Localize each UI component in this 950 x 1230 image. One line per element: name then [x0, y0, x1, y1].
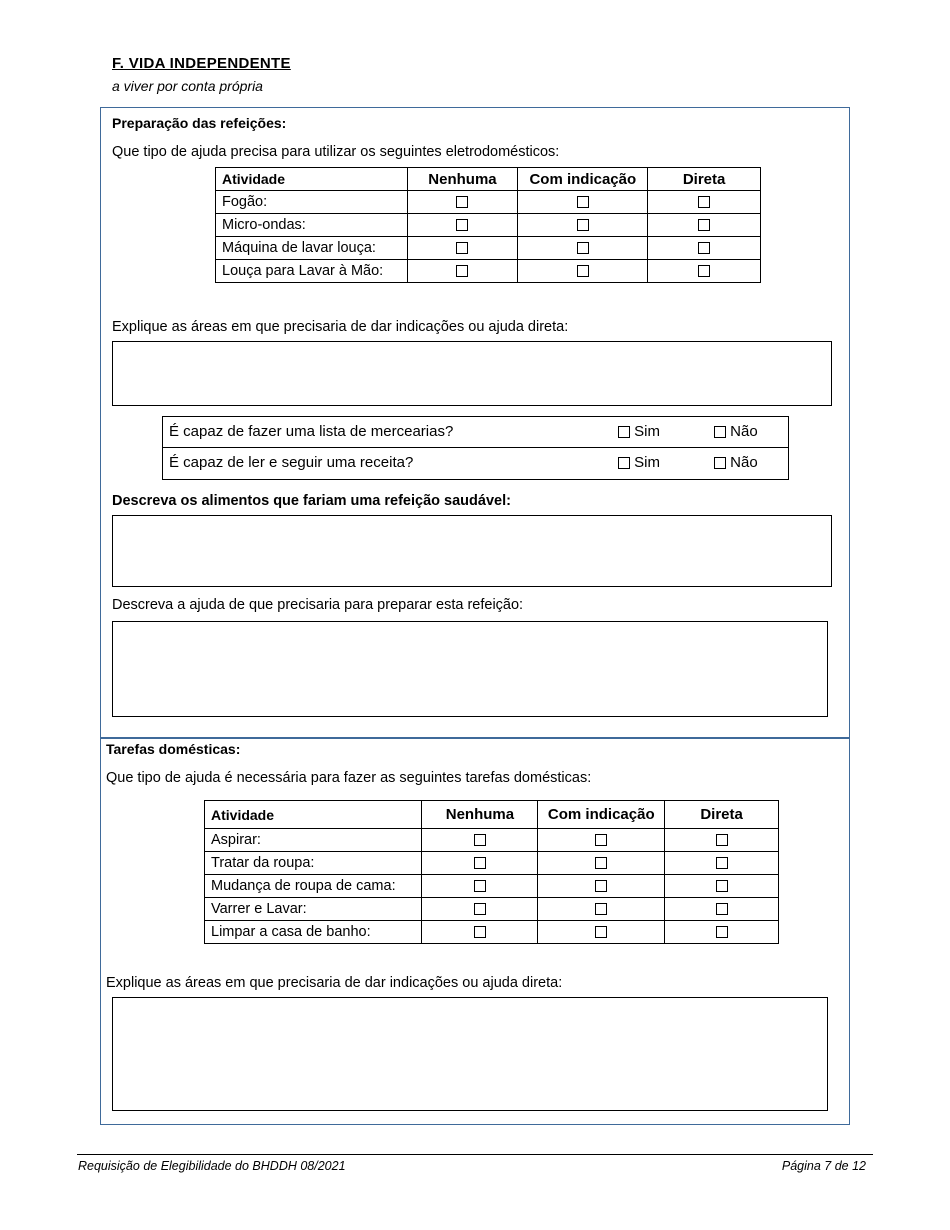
recipe-question: É capaz de ler e seguir uma receita? — [169, 454, 414, 471]
activity-label: Máquina de lavar louça: — [216, 237, 408, 260]
checkbox-none[interactable] — [456, 265, 468, 277]
checkbox-none[interactable] — [474, 903, 486, 915]
section-title: F. VIDA INDEPENDENTE — [112, 55, 291, 72]
table-row — [205, 921, 779, 944]
checkbox-prompt[interactable] — [577, 196, 589, 208]
table-header-row — [216, 168, 761, 191]
checkbox-direct[interactable] — [716, 880, 728, 892]
table-row — [205, 829, 779, 852]
column-header: Nenhuma — [422, 801, 538, 829]
checkbox-none[interactable] — [456, 196, 468, 208]
chores-explain-label: Explique as áreas em que precisaria de dar indicações ou ajuda direta: — [106, 975, 563, 991]
checkbox-yes[interactable] — [618, 457, 630, 469]
meal-prep-question: Que tipo de ajuda precisa para utilizar os seguintes eletrodomésticos: — [112, 144, 560, 160]
column-header: Atividade — [205, 801, 422, 829]
checkbox-prompt[interactable] — [595, 857, 607, 869]
footer-page-number: Página 7 de 12 — [781, 1159, 866, 1173]
checkbox-no[interactable] — [714, 426, 726, 438]
checkbox-direct[interactable] — [716, 857, 728, 869]
chores-heading: Tarefas domésticas: — [106, 741, 241, 757]
activity-label: Louça para Lavar à Mão: — [216, 260, 408, 283]
meal-prep-explain-field[interactable] — [112, 341, 832, 406]
column-header: Atividade — [216, 168, 408, 191]
table-row — [216, 214, 761, 237]
yes-label: Sim — [634, 454, 661, 471]
activity-label: Tratar da roupa: — [205, 852, 422, 875]
meal-prep-explain-label: Explique as áreas em que precisaria de dar indicações ou ajuda direta: — [112, 319, 569, 335]
chores-explain-field[interactable] — [112, 997, 828, 1111]
checkbox-none[interactable] — [456, 242, 468, 254]
activity-label: Mudança de roupa de cama: — [205, 875, 422, 898]
appliances-table — [215, 167, 761, 283]
checkbox-none[interactable] — [474, 880, 486, 892]
table-row — [216, 237, 761, 260]
activity-label: Micro-ondas: — [216, 214, 408, 237]
healthy-meal-label: Descreva os alimentos que fariam uma refeição saudável: — [112, 493, 511, 509]
meal-help-label: Descreva a ajuda de que precisaria para preparar esta refeição: — [112, 597, 524, 613]
table-row — [216, 191, 761, 214]
grocery-list-row — [163, 417, 788, 448]
grocery-list-yes[interactable] — [618, 423, 660, 440]
checkbox-direct[interactable] — [698, 242, 710, 254]
checkbox-prompt[interactable] — [595, 926, 607, 938]
checkbox-no[interactable] — [714, 457, 726, 469]
checkbox-prompt[interactable] — [577, 265, 589, 277]
checkbox-direct[interactable] — [716, 834, 728, 846]
chores-table — [204, 800, 779, 944]
activity-label: Limpar a casa de banho: — [205, 921, 422, 944]
checkbox-prompt[interactable] — [595, 834, 607, 846]
checkbox-direct[interactable] — [716, 903, 728, 915]
checkbox-none[interactable] — [456, 219, 468, 231]
section-subtitle: a viver por conta própria — [112, 78, 263, 94]
checkbox-none[interactable] — [474, 834, 486, 846]
no-label: Não — [730, 454, 758, 471]
recipe-yes[interactable] — [618, 454, 660, 471]
healthy-meal-field[interactable] — [112, 515, 832, 587]
checkbox-direct[interactable] — [698, 219, 710, 231]
checkbox-prompt[interactable] — [595, 880, 607, 892]
activity-label: Varrer e Lavar: — [205, 898, 422, 921]
checkbox-direct[interactable] — [698, 196, 710, 208]
activity-label: Aspirar: — [205, 829, 422, 852]
checkbox-none[interactable] — [474, 857, 486, 869]
chores-question: Que tipo de ajuda é necessária para fazer as seguintes tarefas domésticas: — [106, 770, 592, 786]
activity-label: Fogão: — [216, 191, 408, 214]
table-row — [216, 260, 761, 283]
checkbox-prompt[interactable] — [577, 242, 589, 254]
checkbox-direct[interactable] — [698, 265, 710, 277]
checkbox-none[interactable] — [474, 926, 486, 938]
yes-no-questions — [162, 416, 789, 480]
column-header: Direta — [648, 168, 761, 191]
no-label: Não — [730, 423, 758, 440]
checkbox-prompt[interactable] — [595, 903, 607, 915]
table-row — [205, 875, 779, 898]
recipe-row — [163, 448, 788, 479]
column-header: Com indicação — [518, 168, 648, 191]
column-header: Nenhuma — [407, 168, 518, 191]
recipe-no[interactable] — [714, 454, 758, 471]
column-header: Direta — [665, 801, 779, 829]
table-row — [205, 898, 779, 921]
table-row — [205, 852, 779, 875]
grocery-list-question: É capaz de fazer uma lista de mercearias? — [169, 423, 454, 440]
meal-prep-heading: Preparação das refeições: — [112, 115, 287, 131]
checkbox-yes[interactable] — [618, 426, 630, 438]
column-header: Com indicação — [538, 801, 665, 829]
footer-document-id: Requisição de Elegibilidade do BHDDH 08/2021 — [78, 1159, 346, 1173]
checkbox-prompt[interactable] — [577, 219, 589, 231]
footer-divider — [77, 1154, 873, 1155]
yes-label: Sim — [634, 423, 661, 440]
grocery-list-no[interactable] — [714, 423, 758, 440]
checkbox-direct[interactable] — [716, 926, 728, 938]
table-header-row — [205, 801, 779, 829]
meal-help-field[interactable] — [112, 621, 828, 717]
